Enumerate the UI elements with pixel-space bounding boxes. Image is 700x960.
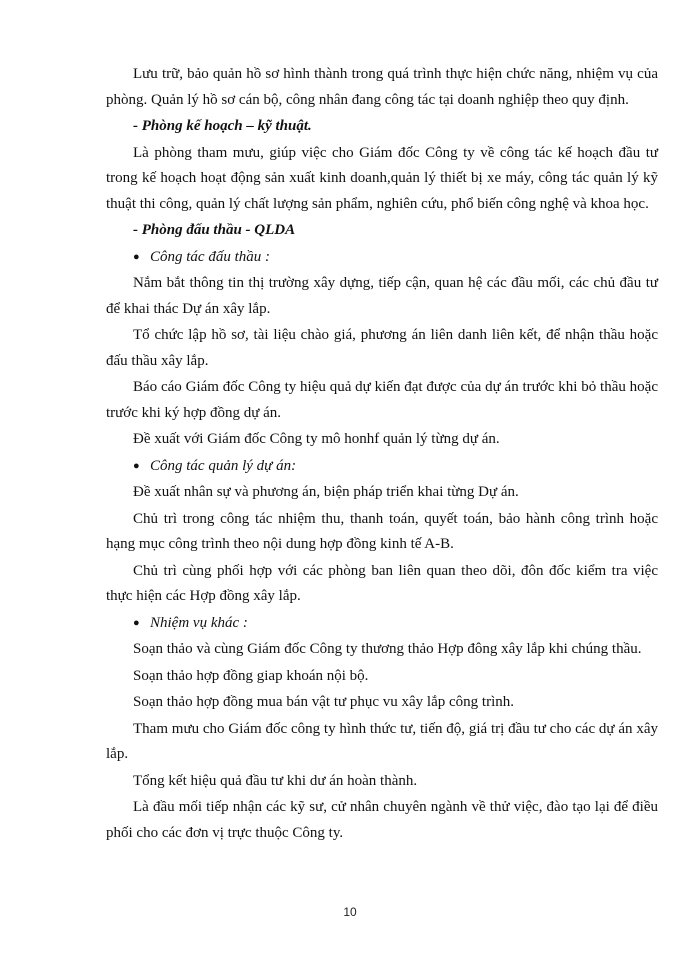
bullet-heading — [106, 454, 658, 480]
paragraph: Báo cáo Giám đốc Công ty hiệu quả dự kiến đạt được của dự án trước khi bỏ thầu hoặc trước khi ký hợp đồng dự án. — [106, 379, 658, 421]
bullet-text: Công tác đấu thầu : — [150, 248, 270, 265]
paragraph: Soạn thảo và cùng Giám đốc Công ty thương thảo Hợp đông xây lắp khi chúng thầu. — [133, 641, 642, 657]
page-number: 10 — [343, 905, 357, 919]
paragraph: Tham mưu cho Giám đốc công ty hình thức tư, tiến độ, giá trị đầu tư cho các dự án xây lắp. — [106, 720, 658, 762]
paragraph: Nắm bắt thông tin thị trường xây dựng, tiếp cận, quan hệ các đầu mối, các chủ đầu tư để khai thác Dự án xây lắp. — [106, 275, 658, 317]
bullet-heading — [106, 611, 658, 637]
paragraph: Tổng kết hiệu quả đầu tư khi dư án hoàn thành. — [133, 772, 418, 789]
paragraph: Soạn thảo hợp đồng mua bán vật tư phục vu xây lắp công trình. — [133, 694, 514, 710]
paragraph: Đề xuất nhân sự và phương án, biện pháp triển khai từng Dự án. — [133, 484, 519, 500]
page-content — [106, 62, 658, 847]
paragraph: Chủ trì cùng phối hợp với các phòng ban liên quan theo dõi, đôn đốc kiểm tra việc thực hiện các Hợp đồng xây lắp. — [106, 562, 658, 604]
bullet-text: Nhiệm vụ khác : — [150, 614, 248, 631]
paragraph: Là đầu mối tiếp nhận các kỹ sư, cử nhân chuyên ngành về thử việc, đào tạo lại để điều phối cho các đơn vị trực thuộc Công ty. — [106, 799, 658, 841]
section-heading: - Phòng kế hoạch – kỹ thuật. — [133, 118, 312, 134]
bullet-icon: ● — [133, 459, 140, 472]
paragraph: Tổ chức lập hồ sơ, tài liệu chào giá, phương án liên danh liên kết, để nhận thầu hoặc đấu thầu xây lắp. — [106, 327, 658, 369]
bullet-text: Công tác quản lý dự án: — [150, 457, 297, 474]
section-heading: - Phòng đấu thầu - QLDA — [133, 222, 296, 238]
paragraph: Là phòng tham mưu, giúp việc cho Giám đốc Công ty về công tác kế hoạch đầu tư trong kế hoạch hoạt động sản xuất kinh doanh,quản lý thiết bị xe máy, công tác quản lý kỹ thuật thi công, quản lý chất lượng sản phẩm, nghiên cứu, phổ biến công nghệ và khoa học. — [106, 144, 658, 212]
paragraph: Chủ trì trong công tác nhiệm thu, thanh toán, quyết toán, bảo hành công trình hoặc hạng mục công trình theo nội dung hợp đồng kinh tế A-B. — [106, 510, 658, 552]
paragraph: Đề xuất với Giám đốc Công ty mô honhf quản lý từng dự án. — [133, 431, 500, 447]
bullet-heading — [106, 245, 658, 271]
paragraph: Lưu trữ, bảo quản hồ sơ hình thành trong quá trình thực hiện chức năng, nhiệm vụ của phòng. Quản lý hồ sơ cán bộ, công nhân đang công tác tại doanh nghiệp theo quy định. — [106, 66, 658, 108]
paragraph: Soạn thảo hợp đồng giap khoán nội bộ. — [133, 667, 369, 684]
bullet-icon: ● — [133, 250, 140, 263]
bullet-icon: ● — [133, 616, 140, 629]
